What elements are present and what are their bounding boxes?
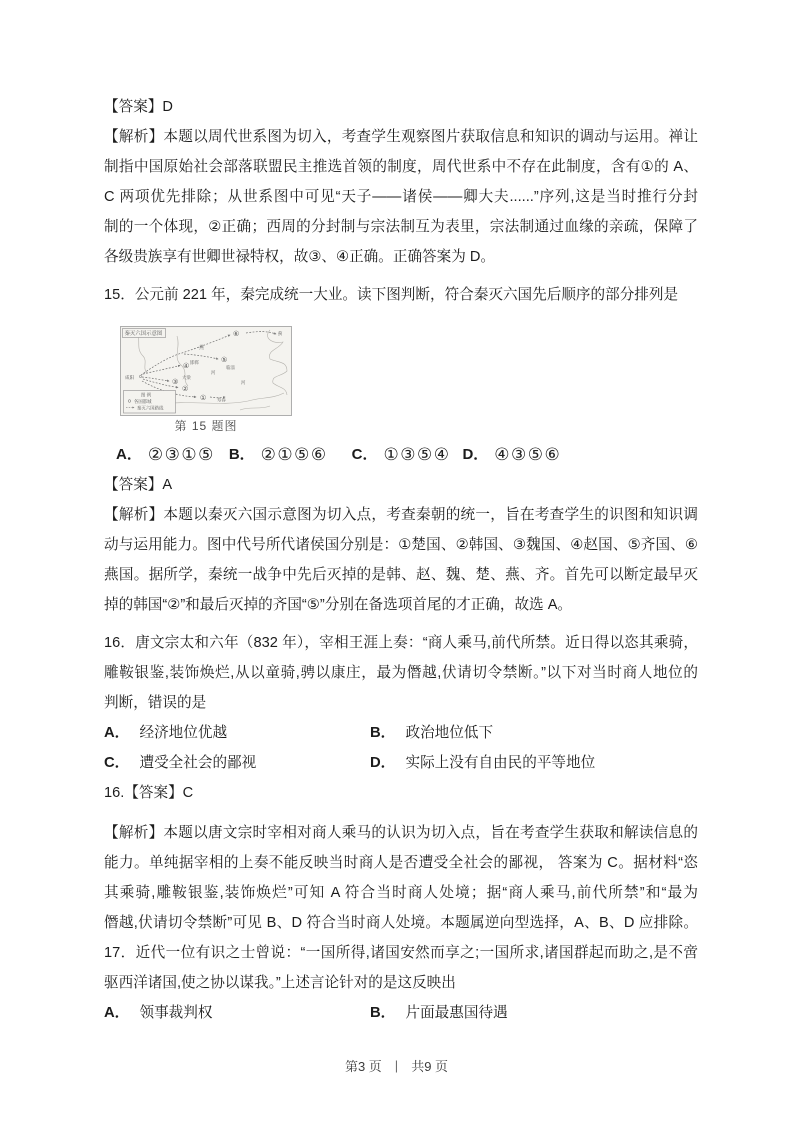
option-label: B． [228,446,255,463]
q16-option-b [370,718,698,748]
question-stem-q17: 驱西洋诸国,使之协以谋我。”上述言论针对的是这反映出 [104,975,456,991]
option-value: ②①⑤⑥ [260,445,328,464]
analysis-line: C 两项优先排除；从世系图中可见“天子——诸侯——卿大夫......”序列,这是当时推行分封 [104,189,698,205]
analysis-line: 【解析】本题以周代世系图为切入，考查学生观察图片获取信息和知识的调动与运用。禅让 [104,129,698,145]
analysis-line: 掉的韩国“②”和最后灭掉的齐国“⑤”分别在备选项首尾的才正确，故选 A。 [104,597,573,613]
question-stem-q16: 16．唐文宗太和六年（832 年），宰相王涯上奏：“商人乘马,前代所禁。近日得以恣其乘骑， [104,635,698,651]
q17-option-b [370,998,698,1028]
option-text: 片面最惠国待遇 [405,1005,508,1021]
analysis-line: 能力。单纯据宰相的上奏不能反映当时商人是否遭受全社会的鄙视， 答案为 C。据材料“恣 [104,855,698,871]
q15-option-d [462,440,561,470]
option-label: C． [104,755,130,771]
option-label: A． [104,1005,130,1021]
answer-line-q14: 【答案】D [104,99,173,115]
map-caption: 第 15 题图 [174,419,238,433]
q16-option-d [370,748,698,778]
page-number-total: 共9 页 [411,1059,449,1074]
qin-conquest-map [120,326,292,416]
answer-line-q15: 【答案】A [104,477,173,493]
q17-options-row [104,998,698,1028]
option-label: A． [116,446,142,463]
city-label-daliang: 大梁 [182,375,191,380]
state-label-yan: 燕 [199,345,205,351]
analysis-line: 【解析】本题以秦灭六国示意图为切入点，考查秦朝的统一，旨在考查学生的识图和知识调 [104,507,698,523]
option-value: ④③⑤⑥ [494,445,562,464]
option-value: ②③①⑤ [147,445,215,464]
option-text: 经济地位优越 [139,725,228,741]
option-text: 实际上没有自由民的平等地位 [405,755,596,771]
page-footer [0,1056,793,1075]
option-text: 政治地位低下 [405,725,494,741]
analysis-line: 制的一个体现，②正确；西周的分封制与宗法制互为表里，宗法制通过血缘的亲疏，保障了 [104,219,698,235]
question-stem-q15: 15．公元前 221 年，秦完成统一大业。读下图判断，符合秦灭六国先后顺序的部分排列是 [104,287,679,303]
q15-option-c [352,440,451,470]
map-legend [124,391,176,414]
legend-city-label: 各国都城 [134,398,152,404]
city-label-shouchun: 寿春 [217,397,226,403]
option-text: 领事裁判权 [139,1005,213,1021]
state-marker-6: ⑥ [233,331,240,338]
q15-option-a [116,440,215,470]
city-label-ji: 蓟 [278,331,283,336]
analysis-line: 【解析】本题以唐文宗时宰相对商人乘马的认识为切入点，旨在考查学生获取和解读信息的 [104,825,698,841]
page-number-current: 第3 页 [344,1059,382,1074]
q16-options-row-2 [104,748,698,778]
analysis-line: 僭越,伏请切令禁断”可见 B、D 符合当时商人处境。本题属逆向型选择，A、B、D 应排除。 [104,915,698,931]
river-label: 河 [211,370,216,375]
analysis-line: 燕国。据所学，秦统一战争中先后灭掉的是韩、赵、魏、楚、燕、齐。首先可以断定最早灭 [104,567,698,583]
q16-option-c [104,748,370,778]
answer-line-q16: 16.【答案】C [104,785,194,801]
state-marker-3: ③ [172,379,179,386]
page-content [104,92,698,1028]
question-stem-q16: 雕鞍银鉴,装饰焕烂,从以童骑,骋以康庄，最为僭越,伏请切令禁断。”以下对当时商人地位的 [104,665,698,681]
option-label: D． [370,755,396,771]
analysis-line: 制指中国原始社会部落联盟民主推选首领的制度，周代世系中不存在此制度，含有①的 A、 [104,159,698,175]
city-label-xianyang: 咸阳 [125,375,135,380]
q16-option-a [104,718,370,748]
footer-separator: | [394,1058,399,1073]
q15-map-figure [120,326,292,436]
q17-option-a [104,998,370,1028]
question-stem-q17: 17．近代一位有识之士曾说：“一国所得,诸国安然而享之;一国所求,诸国群起而助之,是不啻 [104,945,698,961]
map-title: 秦灭六国示意图 [124,331,163,338]
option-label: C． [351,446,378,463]
legend-route-label: 秦灭六国路线 [137,405,164,411]
q15-options-row [104,440,698,470]
state-marker-4: ④ [183,363,190,370]
state-marker-5: ⑤ [221,357,228,364]
q15-option-b [229,440,328,470]
state-marker-1: ① [200,395,207,402]
option-label: B． [370,725,396,741]
question-stem-q16: 判断，错误的是 [104,695,207,711]
city-label-linzi: 临淄 [226,365,235,370]
option-value: ①③⑤④ [383,445,451,464]
q16-options-row-1 [104,718,698,748]
legend-title: 图 例 [141,392,152,398]
river-label: 河 [241,380,246,385]
city-label-handan: 邯郸 [190,360,199,365]
analysis-line: 其乘骑,雕鞍银鉴,装饰焕烂”可知 A 符合当时商人处境；据“商人乘马,前代所禁”和“最为 [104,885,698,901]
option-label: B． [370,1005,396,1021]
analysis-line: 各级贵族享有世卿世禄特权，故③、④正确。正确答案为 D。 [104,249,496,265]
option-label: A． [104,725,130,741]
option-label: D． [462,446,489,463]
option-text: 遭受全社会的鄙视 [139,755,257,771]
state-marker-2: ② [182,386,189,393]
analysis-line: 动与运用能力。图中代号所代诸侯国分别是：①楚国、②韩国、③魏国、④赵国、⑤齐国、⑥ [104,537,698,553]
